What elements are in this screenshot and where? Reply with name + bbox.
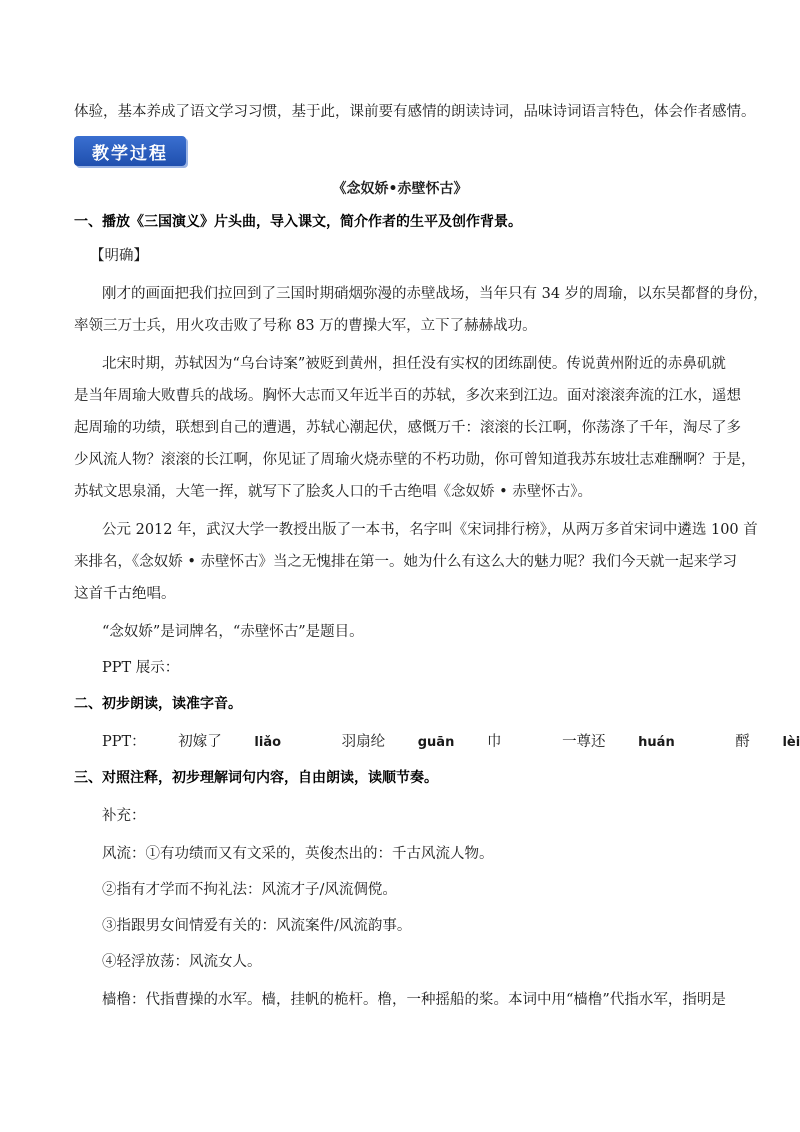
ppt-show-label: PPT 展示： [102,660,180,676]
paragraph-3-line-1: 公元 2012 年，武汉大学一教授出版了一本书，名字叫《宋词排行榜》，从两万多首宋词中遴选 100 首 [102,522,758,538]
step-2-heading: 二、初步朗读，读准字音。 [74,696,242,712]
fengliu-def-1: 风流：①有功绩而又有文采的，英俊杰出的：千古风流人物。 [102,846,494,862]
fengliu-def-3: ③指跟男女间情爱有关的：风流案件/风流韵事。 [102,918,412,934]
pinyin-item-2: 羽扇纶 guān 巾 [341,734,502,750]
paragraph-3-line-2: 来排名，《念奴娇 • 赤壁怀古》当之无愧排在第一。她为什么有这么大的魅力呢？我们今天就一起来学习 [74,554,738,570]
poem-title: 《念奴娇•赤壁怀古》 [332,181,468,197]
buchong-label: 补充： [102,808,146,824]
intro-line: 体验，基本养成了语文学习习惯，基于此，课前要有感情的朗读诗词，品味诗词语言特色，体会作者感情。 [74,104,756,120]
paragraph-2-line-4: 少风流人物？滚滚的长江啊，你见证了周瑜火烧赤壁的不朽功勋，你可曾知道我苏东坡壮志难酬啊？于是， [74,452,756,468]
fengliu-def-4: ④轻浮放荡：风流女人。 [102,954,262,970]
paragraph-2-line-2: 是当年周瑜大败曹兵的战场。胸怀大志而又年近半百的苏轼，多次来到江边。面对滚滚奔流的江水，遥想 [74,388,741,404]
ppt-label: PPT： [102,734,146,750]
paragraph-1-line-2: 率领三万士兵，用火攻击败了号称 83 万的曹操大军，立下了赫赫战功。 [74,318,537,334]
paragraph-2-line-1: 北宋时期，苏轼因为“乌台诗案”被贬到黄州，担任没有实权的团练副使。传说黄州附近的赤鼻矶就 [102,356,726,372]
ppt-pinyin-row [102,732,800,753]
pinyin-item-1: 初嫁了 liǎo [178,734,282,750]
paragraph-3-line-3: 这首千古绝唱。 [74,586,176,602]
section-badge: 教学过程 [74,136,186,166]
pinyin-item-3: 一尊还 huán [562,734,675,750]
pinyin-item-4: 酹 lèi [735,734,800,750]
fengliu-def-2: ②指有才学而不拘礼法：风流才子/风流倜傥。 [102,882,397,898]
step-3-heading: 三、对照注释，初步理解词句内容，自由朗读，读顺节奏。 [74,770,438,786]
qianglu-line: 樯橹：代指曹操的水军。樯，挂帆的桅杆。橹，一种摇船的桨。本词中用“樯橹”代指水军，指明是 [102,992,726,1008]
cipai-line: “念奴娇”是词牌名，“赤壁怀古”是题目。 [102,624,364,640]
paragraph-1-line-1: 刚才的画面把我们拉回到了三国时期硝烟弥漫的赤壁战场，当年只有 34 岁的周瑜，以东吴都督的身份， [102,286,768,302]
step-1-heading: 一、播放《三国演义》片头曲，导入课文，简介作者的生平及创作背景。 [74,214,522,230]
mingque-label: 【明确】 [90,248,148,264]
paragraph-2-line-3: 起周瑜的功绩，联想到自己的遭遇，苏轼心潮起伏，感慨万千：滚滚的长江啊，你荡涤了千年，淘尽了多 [74,420,741,436]
paragraph-2-line-5: 苏轼文思泉涌，大笔一挥，就写下了脍炙人口的千古绝唱《念奴娇 • 赤壁怀古》。 [74,484,593,500]
